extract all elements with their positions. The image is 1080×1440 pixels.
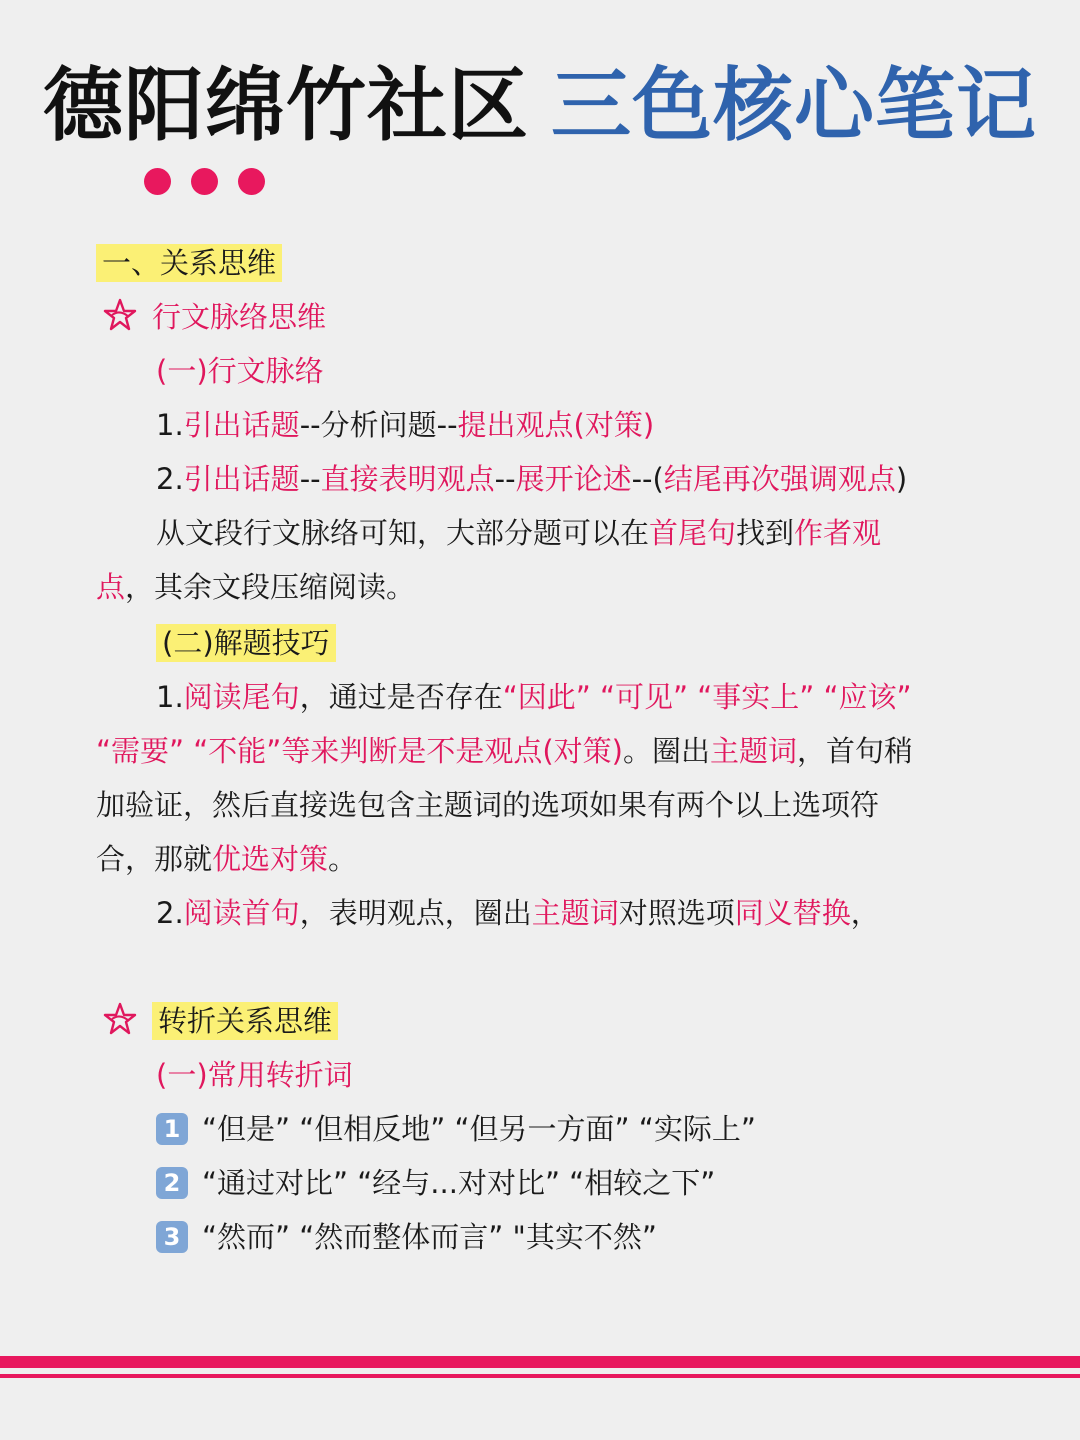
highlight-text: 优选对策: [212, 842, 329, 876]
footer-stripe: [0, 1374, 1080, 1378]
plain-text: ，首句稍加验证，然后直接选包含主题词的选项如果有两个以上选项符合，那就: [96, 734, 913, 876]
part-title: [96, 1048, 916, 1102]
list-item: [96, 1210, 916, 1264]
keycap-number-icon: 1: [156, 1113, 188, 1145]
plain-text: ): [895, 462, 908, 496]
subsection-title-context: [96, 290, 916, 344]
plain-text: “通过对比” “经与...对对比” “相较之下”: [202, 1166, 716, 1200]
list-item: [96, 452, 916, 506]
plain-text: 从文段行文脉络可知，大部分题可以在: [156, 516, 650, 550]
highlight-text: 主题词: [531, 896, 619, 930]
part-title-label: (一)常用转折词: [156, 1058, 353, 1092]
item-number: 1.: [156, 680, 184, 714]
highlight-text: 引出话题: [183, 462, 300, 496]
plain-text: 。: [328, 842, 358, 876]
keycap-number-icon: 2: [156, 1167, 188, 1199]
highlight-text: “因此” “可见” “事实上” “应该” “需要” “不能”等来判断是不是观点(对策): [96, 680, 912, 768]
highlight-text: 提出观点(对策): [457, 408, 655, 442]
plain-text: --: [299, 462, 321, 496]
part-title: [96, 616, 916, 670]
title-blue-part: 三色核心笔记: [551, 59, 1037, 152]
decorative-dots: [144, 168, 265, 196]
notes-content: [96, 236, 916, 1264]
plain-text: 找到: [736, 516, 795, 550]
plain-text: ，表明观点，圈出: [299, 896, 532, 930]
subsection-title: 行文脉络思维: [152, 300, 327, 334]
part-title-label: (一)行文脉络: [156, 354, 324, 388]
plain-text: “但是” “但相反地” “但另一方面” “实际上”: [202, 1112, 756, 1146]
star-outline-icon: [102, 297, 138, 333]
spacer: [96, 940, 916, 994]
list-item: [96, 670, 916, 886]
plain-text: ，: [850, 896, 880, 930]
item-number: 2.: [156, 896, 184, 930]
list-item: [96, 398, 916, 452]
item-number: 1.: [156, 408, 184, 442]
highlight-text: 展开论述: [515, 462, 632, 496]
dot-icon: [144, 168, 171, 195]
section-heading: [96, 236, 916, 290]
plain-text: --(: [631, 462, 664, 496]
dot-icon: [191, 168, 218, 195]
star-outline-icon: [102, 1001, 138, 1037]
keycap-number-icon: 3: [156, 1221, 188, 1253]
plain-text: --: [494, 462, 516, 496]
highlight-text: 作者观点: [96, 516, 882, 604]
plain-text: ，通过是否存在: [299, 680, 503, 714]
item-number: 2.: [156, 462, 184, 496]
highlight-text: 结尾再次强调观点: [663, 462, 896, 496]
list-item: [96, 886, 916, 940]
highlight-text: 直接表明观点: [320, 462, 495, 496]
plain-text: ，其余文段压缩阅读。: [125, 570, 416, 604]
subsection-title: 转折关系思维: [152, 1002, 338, 1040]
list-item: [96, 1156, 916, 1210]
paragraph: [96, 506, 916, 614]
highlight-text: 阅读尾句: [183, 680, 300, 714]
plain-text: “然而” “然而整体而言” "其实不然”: [202, 1220, 657, 1254]
section-heading-label: 一、关系思维: [96, 244, 282, 282]
part-title-label: (二)解题技巧: [156, 624, 336, 662]
page-title: [0, 56, 1080, 156]
part-title: [96, 344, 916, 398]
highlight-text: 主题词: [709, 734, 797, 768]
title-black-part: 德阳绵竹社区: [43, 59, 529, 152]
highlight-text: 首尾句: [649, 516, 737, 550]
plain-text: 对照选项: [618, 896, 735, 930]
highlight-text: 同义替换: [734, 896, 851, 930]
dot-icon: [238, 168, 265, 195]
highlight-text: 引出话题: [183, 408, 300, 442]
subsection-title-turning: [96, 994, 916, 1048]
plain-text: 。圈出: [622, 734, 710, 768]
highlight-text: 阅读首句: [183, 896, 300, 930]
plain-text: --分析问题--: [299, 408, 458, 442]
list-item: [96, 1102, 916, 1156]
footer-stripe: [0, 1356, 1080, 1368]
